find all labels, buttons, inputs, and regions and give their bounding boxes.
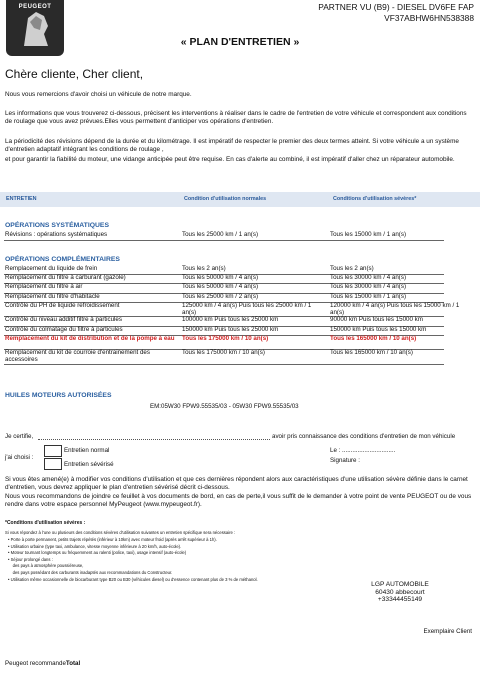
row-severe: Tous les 15000 km / 1 an(s) <box>330 292 407 300</box>
table-header <box>0 192 480 207</box>
row-normal: Tous les 25000 km / 2 an(s) <box>182 292 259 300</box>
severe-conditions-list <box>8 537 318 583</box>
row-normal: Tous les 50000 km / 4 an(s) <box>182 283 259 291</box>
oils-value: EM:05W30 FPW9.55535/03 - 05W30 FPW9.55535/03 <box>150 403 299 410</box>
row-label: Remplacement du liquide de frein <box>5 265 98 272</box>
severe-condition-item: des pays possédant des carburants inadaptés aux recommandations du Constructeur. <box>8 569 173 575</box>
date-field: Le : ............................... <box>330 447 396 454</box>
row-severe: Tous les 2 an(s) <box>330 265 374 272</box>
chosen-label: j'ai choisi : <box>5 454 34 461</box>
row-divider <box>4 364 444 365</box>
header-normal: Condition d'utilisation normales <box>184 196 267 202</box>
row-severe: Tous les 165000 km / 10 an(s) <box>330 334 417 342</box>
severe-condition-item: • Utilisation même occasionnelle de biocarburant type B20 ou B30 (véhicules diesel) ou d'essence contenant plus de 3 % de méthanol. <box>8 576 258 582</box>
row-normal: Tous les 25000 km / 1 an(s) <box>182 231 259 238</box>
page-title: « PLAN D'ENTRETIEN » <box>180 36 300 48</box>
row-severe: 120000 km / 4 an(s) Puis tous les 15000 km / 1 an(s) <box>330 301 460 316</box>
row-normal: Tous les 2 an(s) <box>182 265 226 272</box>
signature-field: Signature : <box>330 457 360 464</box>
row-normal: Tous les 175000 km / 10 an(s) <box>182 334 269 342</box>
row-normal: Tous les 50000 km / 4 an(s) <box>182 274 259 282</box>
normal-option-label: Entretien normal <box>64 447 110 454</box>
dealer-city: 60430 abbecourt <box>375 588 425 596</box>
brand-logo-text: PEUGEOT <box>18 4 52 10</box>
row-divider <box>4 240 444 241</box>
row-severe: 90000 km Puis tous les 15000 km <box>330 316 423 324</box>
row-normal: Tous les 175000 km / 10 an(s) <box>182 349 265 357</box>
intro-p2: Les informations que vous trouverez ci-dessous, précisent les interventions à réaliser dans le cadre de l'entretien de votre véhicule et correspondent aux conditions de roulage que vous avez prévues.Elles vous permettent d'anticiper vos opérations d'entretien. <box>5 110 467 125</box>
row-label: Contrôle du niveau additif filtre à particules <box>5 316 122 324</box>
row-label: Remplacement du filtre d'habitacle <box>5 292 100 300</box>
severe-condition-item: • Séjour prolongé dans : <box>8 556 53 562</box>
severe-condition-item: • Utilisation urbaine (type taxi, ambulance, vitesse moyenne inférieure à 20 km/h, auto-école). <box>8 543 182 549</box>
dealer-phone: +33344455149 <box>377 596 423 604</box>
header-severe: Conditions d'utilisation sévères* <box>333 196 417 202</box>
total-brand: Total <box>65 660 81 667</box>
normal-checkbox[interactable] <box>44 445 62 457</box>
row-label: Contrôle du PH de liquide refroidissement <box>5 301 120 309</box>
severe-condition-item: des pays à atmosphère poussiéreuse, <box>8 563 84 569</box>
intro-p4: et pour garantir la fiabilité du moteur, une vidange anticipée peut être requise. En cas d'alerte au combiné, il est impératif d'aller chez un réparateur automobile. <box>5 156 455 163</box>
row-label: Remplacement du kit de distribution et de la pompe à eau <box>5 334 175 342</box>
copy-label: Exemplaire Client <box>423 628 472 635</box>
row-severe: Tous les 15000 km / 1 an(s) <box>330 231 407 238</box>
row-label: Révisions : opérations systématiques <box>5 231 108 238</box>
section-complementary: OPÉRATIONS COMPLÉMENTAIRES <box>5 256 120 263</box>
row-label: Remplacement du kit de courroie d'entrainement des accessoires <box>5 349 150 364</box>
oils-title: HUILES MOTEURS AUTORISÉES <box>5 392 112 399</box>
vin-number: VF37ABHW6HN538388 <box>384 13 474 23</box>
row-normal: 125000 km / 4 an(s) Puis tous les 25000 km / 1 an(s) <box>182 301 312 316</box>
row-severe: 150000 km Puis tous les 15000 km <box>330 325 427 333</box>
severe-checkbox[interactable] <box>44 458 62 470</box>
intro-p3: La périodicité des révisions dépend de la durée et du kilométrage. Il est impératif de respecter le premier des deux termes atteint. Si votre véhicule a un système d'entretien adaptatif intégrant les conditions de roulage , <box>5 138 459 153</box>
dealer-address <box>330 581 470 604</box>
note-keep-sheet: Nous vous recommandons de joindre ce feuillet à vos documents de bord, en cas de perte,il vous suffit de le demander à votre point de vente PEUGEOT ou de vous rendre dans votre espace personnel MyPeugeot (www.mypeugeot.fr). <box>5 493 472 508</box>
severe-option-label: Entretien sévérisé <box>64 461 114 468</box>
intro-p1: Nous vous remercions d'avoir choisi un véhicule de notre marque. <box>5 91 192 98</box>
row-normal: 100000 km Puis tous les 25000 km <box>182 316 279 324</box>
severe-condition-item: • Moteur tournant longtemps ou fréquemment au ralenti (police, taxi), usage intensif (auto-école) <box>8 550 187 556</box>
severe-conditions-title: *Conditions d'utilisation sévères : <box>5 520 86 526</box>
row-label: Contrôle du colmatage du filtre à particules <box>5 325 123 333</box>
row-label: Remplacement du filtre à carburant (gazole) <box>5 274 126 282</box>
row-severe: Tous les 165000 km / 10 an(s) <box>330 349 413 357</box>
row-label: Remplacement du filtre à air <box>5 283 83 291</box>
certify-prefix: Je certifie, <box>5 433 34 440</box>
certify-suffix: avoir pris connaissance des conditions d'entretien de mon véhicule <box>272 433 456 440</box>
dealer-name: LGP AUTOMOBILE <box>371 581 429 588</box>
header-entretien: ENTRETIEN <box>6 196 37 202</box>
recommend-text: Peugeot recommande <box>5 660 66 667</box>
row-severe: Tous les 30000 km / 4 an(s) <box>330 283 407 291</box>
greeting: Chère cliente, Cher client, <box>5 67 144 81</box>
note-severe-change: Si vous êtes amené(e) à modifier vos conditions d'utilisation et que ces dernières répondent alors aux caractéristiques d'une utilisation sévère définie dans le carnet d'entretien, vous devrez appliquer le plan d'entretien sévérisé décrit ci-dessous. <box>5 476 468 491</box>
section-systematic: OPÉRATIONS SYSTÉMATIQUES <box>5 222 109 229</box>
footer-recommend <box>5 661 80 668</box>
row-normal: 150000 km Puis tous les 25000 km <box>182 325 279 333</box>
row-severe: Tous les 30000 km / 4 an(s) <box>330 274 407 282</box>
severe-condition-item: • Porte à porte permanent, petits trajets répétés (inférieur à 10km) avec moteur froid (après arrêt supérieur à 1h). <box>8 537 217 542</box>
severe-conditions-intro: Si vous répondez à l'une ou plusieurs des conditions sévères d'utilisation suivantes un entretien spécifique sera nécessaire : <box>5 530 236 535</box>
vehicle-model: PARTNER VU (B9) - DIESEL DV6FE FAP <box>318 2 474 12</box>
certify-dotted-line <box>38 439 270 440</box>
